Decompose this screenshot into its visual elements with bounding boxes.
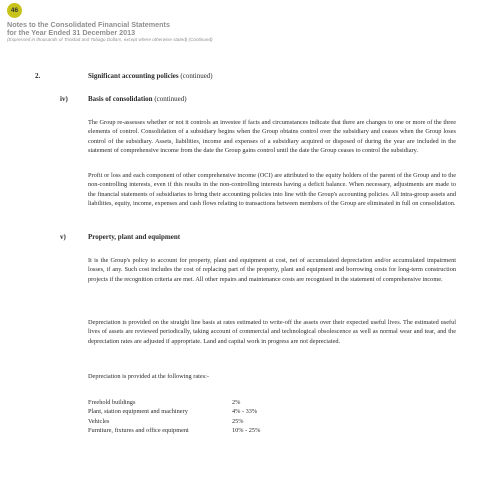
report-period: for the Year Ended 31 December 2013 <box>7 28 136 37</box>
rate-value: 10% - 25% <box>232 426 261 434</box>
rate-value: 4% - 33% <box>232 408 258 416</box>
ppe-paragraph-1: It is the Group's policy to account for property, plant and equipment at cost, net of accumulated depreciation and/or accumulated impairment losses, if any. Such cost includes the cost of replacing part of the property, plant and equipment and borrowing costs for long-term construction projects if the recognition criteria are met. All other repairs and maintenance costs are recognised in the statement of comprehensive income. <box>88 257 456 283</box>
report-subtitle: (Expressed in thousands of Trinidad and Tobago Dollars, except where otherwise stated) (Continued) <box>7 37 213 42</box>
rate-asset: Furniture, fixtures and office equipment <box>88 426 189 434</box>
page-number-badge: 46 <box>7 3 22 18</box>
ppe-rates-intro: Depreciation is provided at the following rates:- <box>88 373 210 380</box>
rate-row <box>88 426 260 435</box>
rate-value: 2% <box>232 399 241 406</box>
rate-row <box>88 398 260 407</box>
subsection-iv-number: iv) <box>60 95 68 103</box>
subsection-v-number: v) <box>60 233 66 241</box>
rate-asset: Freehold buildings <box>88 399 136 406</box>
depreciation-rates-list <box>88 398 260 435</box>
subsection-iv-continued: (continued) <box>154 95 187 103</box>
consolidation-paragraph-2: Profit or loss and each component of other comprehensive income (OCI) are attributed to the equity holders of the parent of the Group and to the non-controlling interests, even if this results in the non-controlling interests having a deficit balance. When necessary, adjustments are made to the financial statements of subsidiaries to bring their accounting policies into line with the Group's accounting policies. All intra-group assets and liabilities, equity, income, expenses and cash flows relating to transactions between members of the Group are eliminated in full on consolidation. <box>88 172 456 207</box>
consolidation-paragraph-1: The Group re-assesses whether or not it controls an investee if facts and circumstances indicate that there are changes to one or more of the three elements of control. Consolidation of a subsidiary begins when the Group obtains control over the subsidiary and ceases when the Group loses control of the subsidiary. Assets, liabilities, income and expenses of a subsidiary acquired or disposed of during the year are included in the statement of comprehensive income from the date the Group gains control until the date the Group ceases to control the subsidiary. <box>88 119 456 154</box>
rate-asset: Vehicles <box>88 417 110 425</box>
section-number: 2. <box>35 72 41 80</box>
section-title: Significant accounting policies <box>88 72 179 80</box>
rate-value: 25% <box>232 417 244 425</box>
rate-row <box>88 417 260 426</box>
section-heading <box>88 72 213 80</box>
report-title: Notes to the Consolidated Financial Statements <box>7 20 170 29</box>
rate-row <box>88 407 260 416</box>
ppe-paragraph-2: Depreciation is provided on the straight line basis at rates estimated to write-off the assets over their expected useful lives. The estimated useful lives of assets are reviewed periodically, taking account of commercial and technological obsolescence as well as normal wear and tear, and the depreciation rates are adjusted if appropriate. Land and capital work in progress are not depreciated. <box>88 319 456 345</box>
section-continued: (continued) <box>180 72 213 80</box>
rate-asset: Plant, station equipment and machinery <box>88 408 188 416</box>
subsection-iv-heading <box>88 95 187 103</box>
subsection-iv-title: Basis of consolidation <box>88 95 153 103</box>
subsection-v-title: Property, plant and equipment <box>88 233 181 241</box>
